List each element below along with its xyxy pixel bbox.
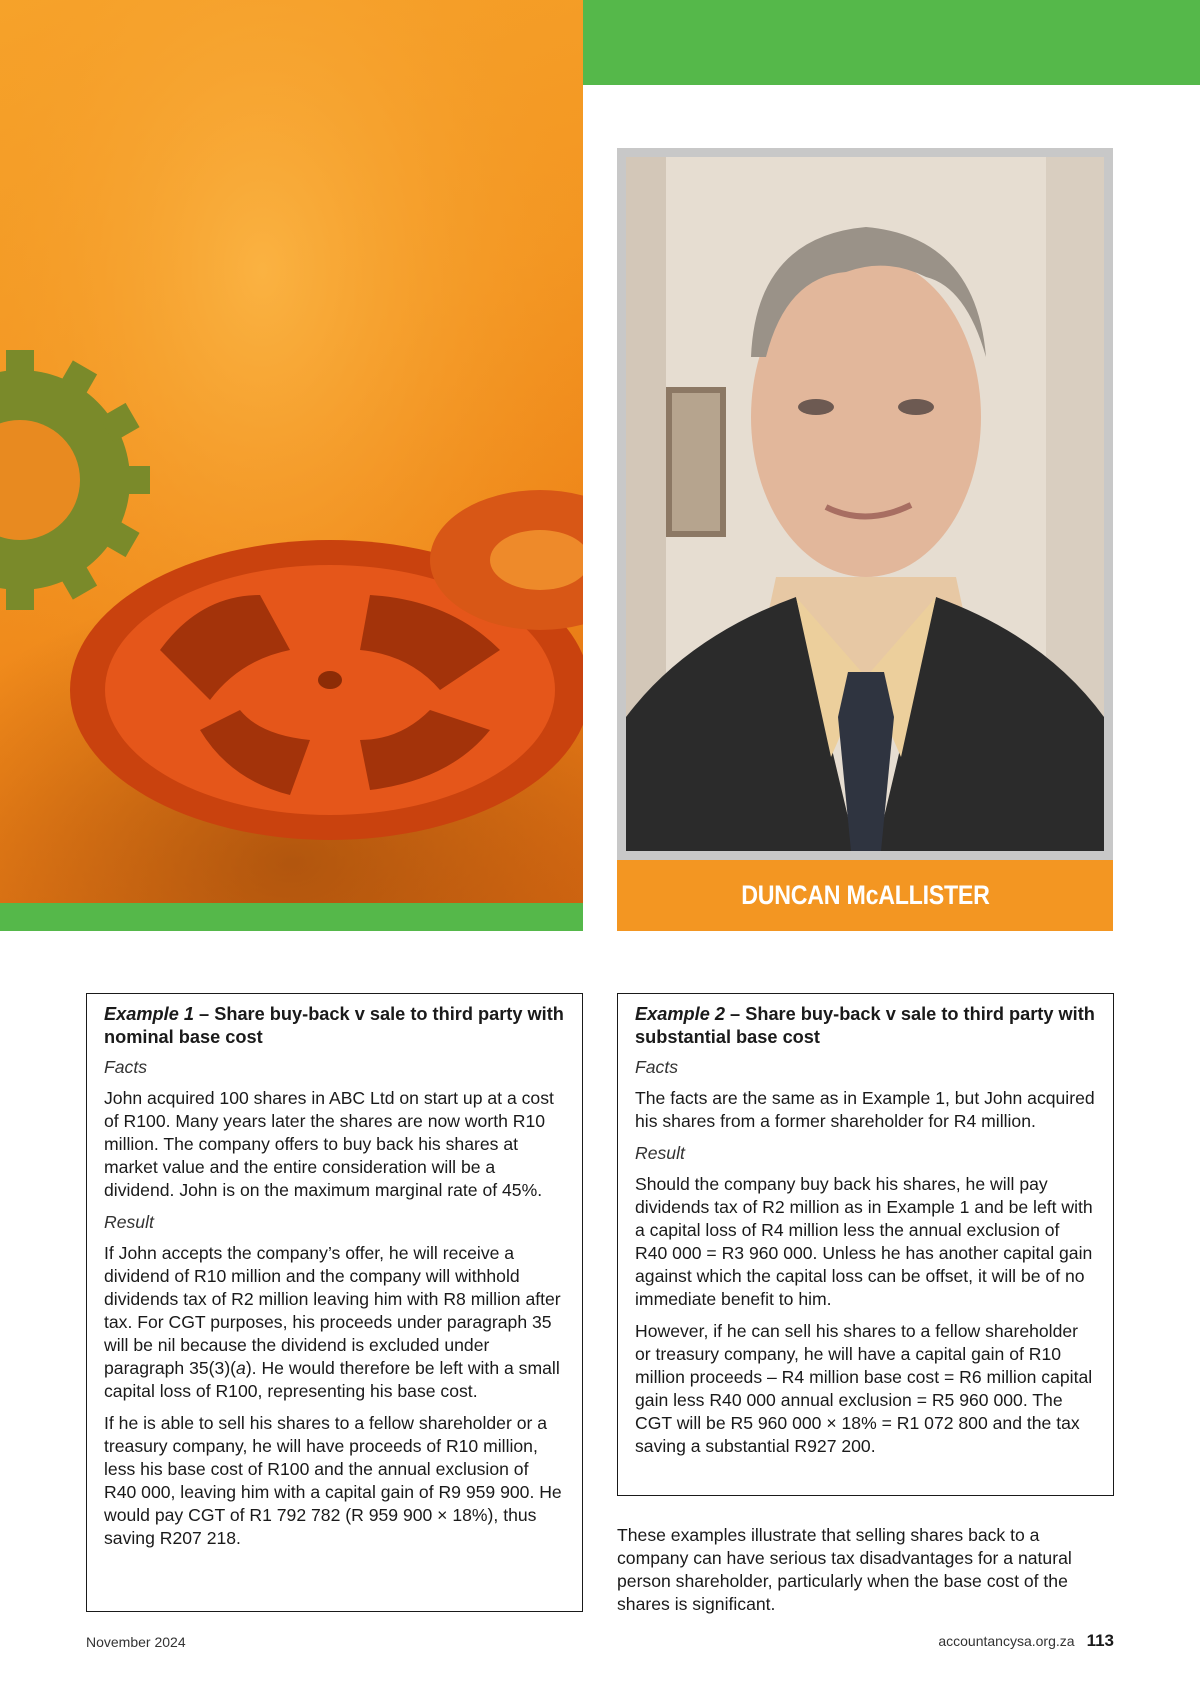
author-name-band xyxy=(617,860,1113,931)
example-2-result-label: Result xyxy=(635,1143,685,1163)
example-2-box xyxy=(617,993,1114,1496)
example-2-result-paragraph-1: Should the company buy back his shares, he will pay dividends tax of R2 million as in Example 1 and be left with a capital loss of R4 million less the annual exclusion of R40 000 = R3 960 000. Unless he has another capital gain against which the capital loss can be offset, it will be of no immediate benefit to him. xyxy=(635,1174,1093,1309)
example-2-title xyxy=(635,1003,1096,1049)
example-2-title-text: – Share buy-back v sale to third party with substantial base cost xyxy=(635,1004,1095,1047)
example-1-facts: John acquired 100 shares in ABC Ltd on start up at a cost of R100. Many years later the shares are now worth R10 million. The company offers to buy back his shares at market value and the entire consideration will be a dividend. John is on the maximum marginal rate of 45%. xyxy=(104,1088,554,1200)
example-1-result-paragraph-2: If he is able to sell his shares to a fellow shareholder or a treasury company, he will have proceeds of R10 million, less his base cost of R100 and the annual exclusion of R40 000, leaving him with a capital gain of R9 959 900. He would pay CGT of R1 792 782 (R 959 900 × 18%), thus saving R207 218. xyxy=(104,1413,562,1548)
example-1-result-1a: If John accepts the company’s offer, he will receive a dividend of R10 million and the company will withhold dividends tax of R2 million leaving him with R8 million after tax. For CGT purposes, his proceeds under paragraph 35 will be nil because the dividend is excluded under paragraph 35(3)( xyxy=(104,1243,561,1378)
example-2-facts-label: Facts xyxy=(635,1057,679,1077)
example-1-title-label: Example 1 xyxy=(104,1004,194,1024)
green-strip-top xyxy=(583,0,1200,85)
page-number: 113 xyxy=(1086,1631,1114,1650)
example-2-result-paragraph-2: However, if he can sell his shares to a fellow shareholder or treasury company, he will have a capital gain of R10 million proceeds – R4 million base cost = R6 million capital gain less R40 000 annual exclusion = R5 960 000. The CGT will be R5 960 000 × 18% = R1 072 800 and the tax saving a substantial R927 200. xyxy=(635,1321,1093,1456)
footer-website[interactable]: accountancysa.org.za xyxy=(938,1633,1075,1649)
example-1-facts-label: Facts xyxy=(104,1057,148,1077)
example-1-box xyxy=(86,993,583,1612)
example-1-title xyxy=(104,1003,565,1049)
gears-photo xyxy=(0,0,583,903)
conclusion-paragraph: These examples illustrate that selling shares back to a company can have serious tax disadvantages for a natural person shareholder, particularly when the base cost of the shares is significant. xyxy=(617,1525,1072,1614)
example-1-result-1-italic: a xyxy=(236,1358,246,1378)
portrait-photo xyxy=(617,148,1113,860)
example-1-title-text: – Share buy-back v sale to third party with nominal base cost xyxy=(104,1004,564,1047)
footer-right xyxy=(938,1631,1114,1651)
example-1-result-label: Result xyxy=(104,1212,154,1232)
example-1-result-1b: ). He would therefore be left with a small capital loss of R100, representing his base cost. xyxy=(104,1358,560,1401)
example-2-title-label: Example 2 xyxy=(635,1004,725,1024)
author-name: DUNCAN McALLISTER xyxy=(740,880,990,910)
footer-date: November 2024 xyxy=(86,1634,186,1650)
example-1-result-paragraph-1 xyxy=(104,1242,565,1403)
green-strip-left xyxy=(0,903,583,931)
example-2-facts: The facts are the same as in Example 1, but John acquired his shares from a former shareholder for R4 million. xyxy=(635,1088,1095,1131)
